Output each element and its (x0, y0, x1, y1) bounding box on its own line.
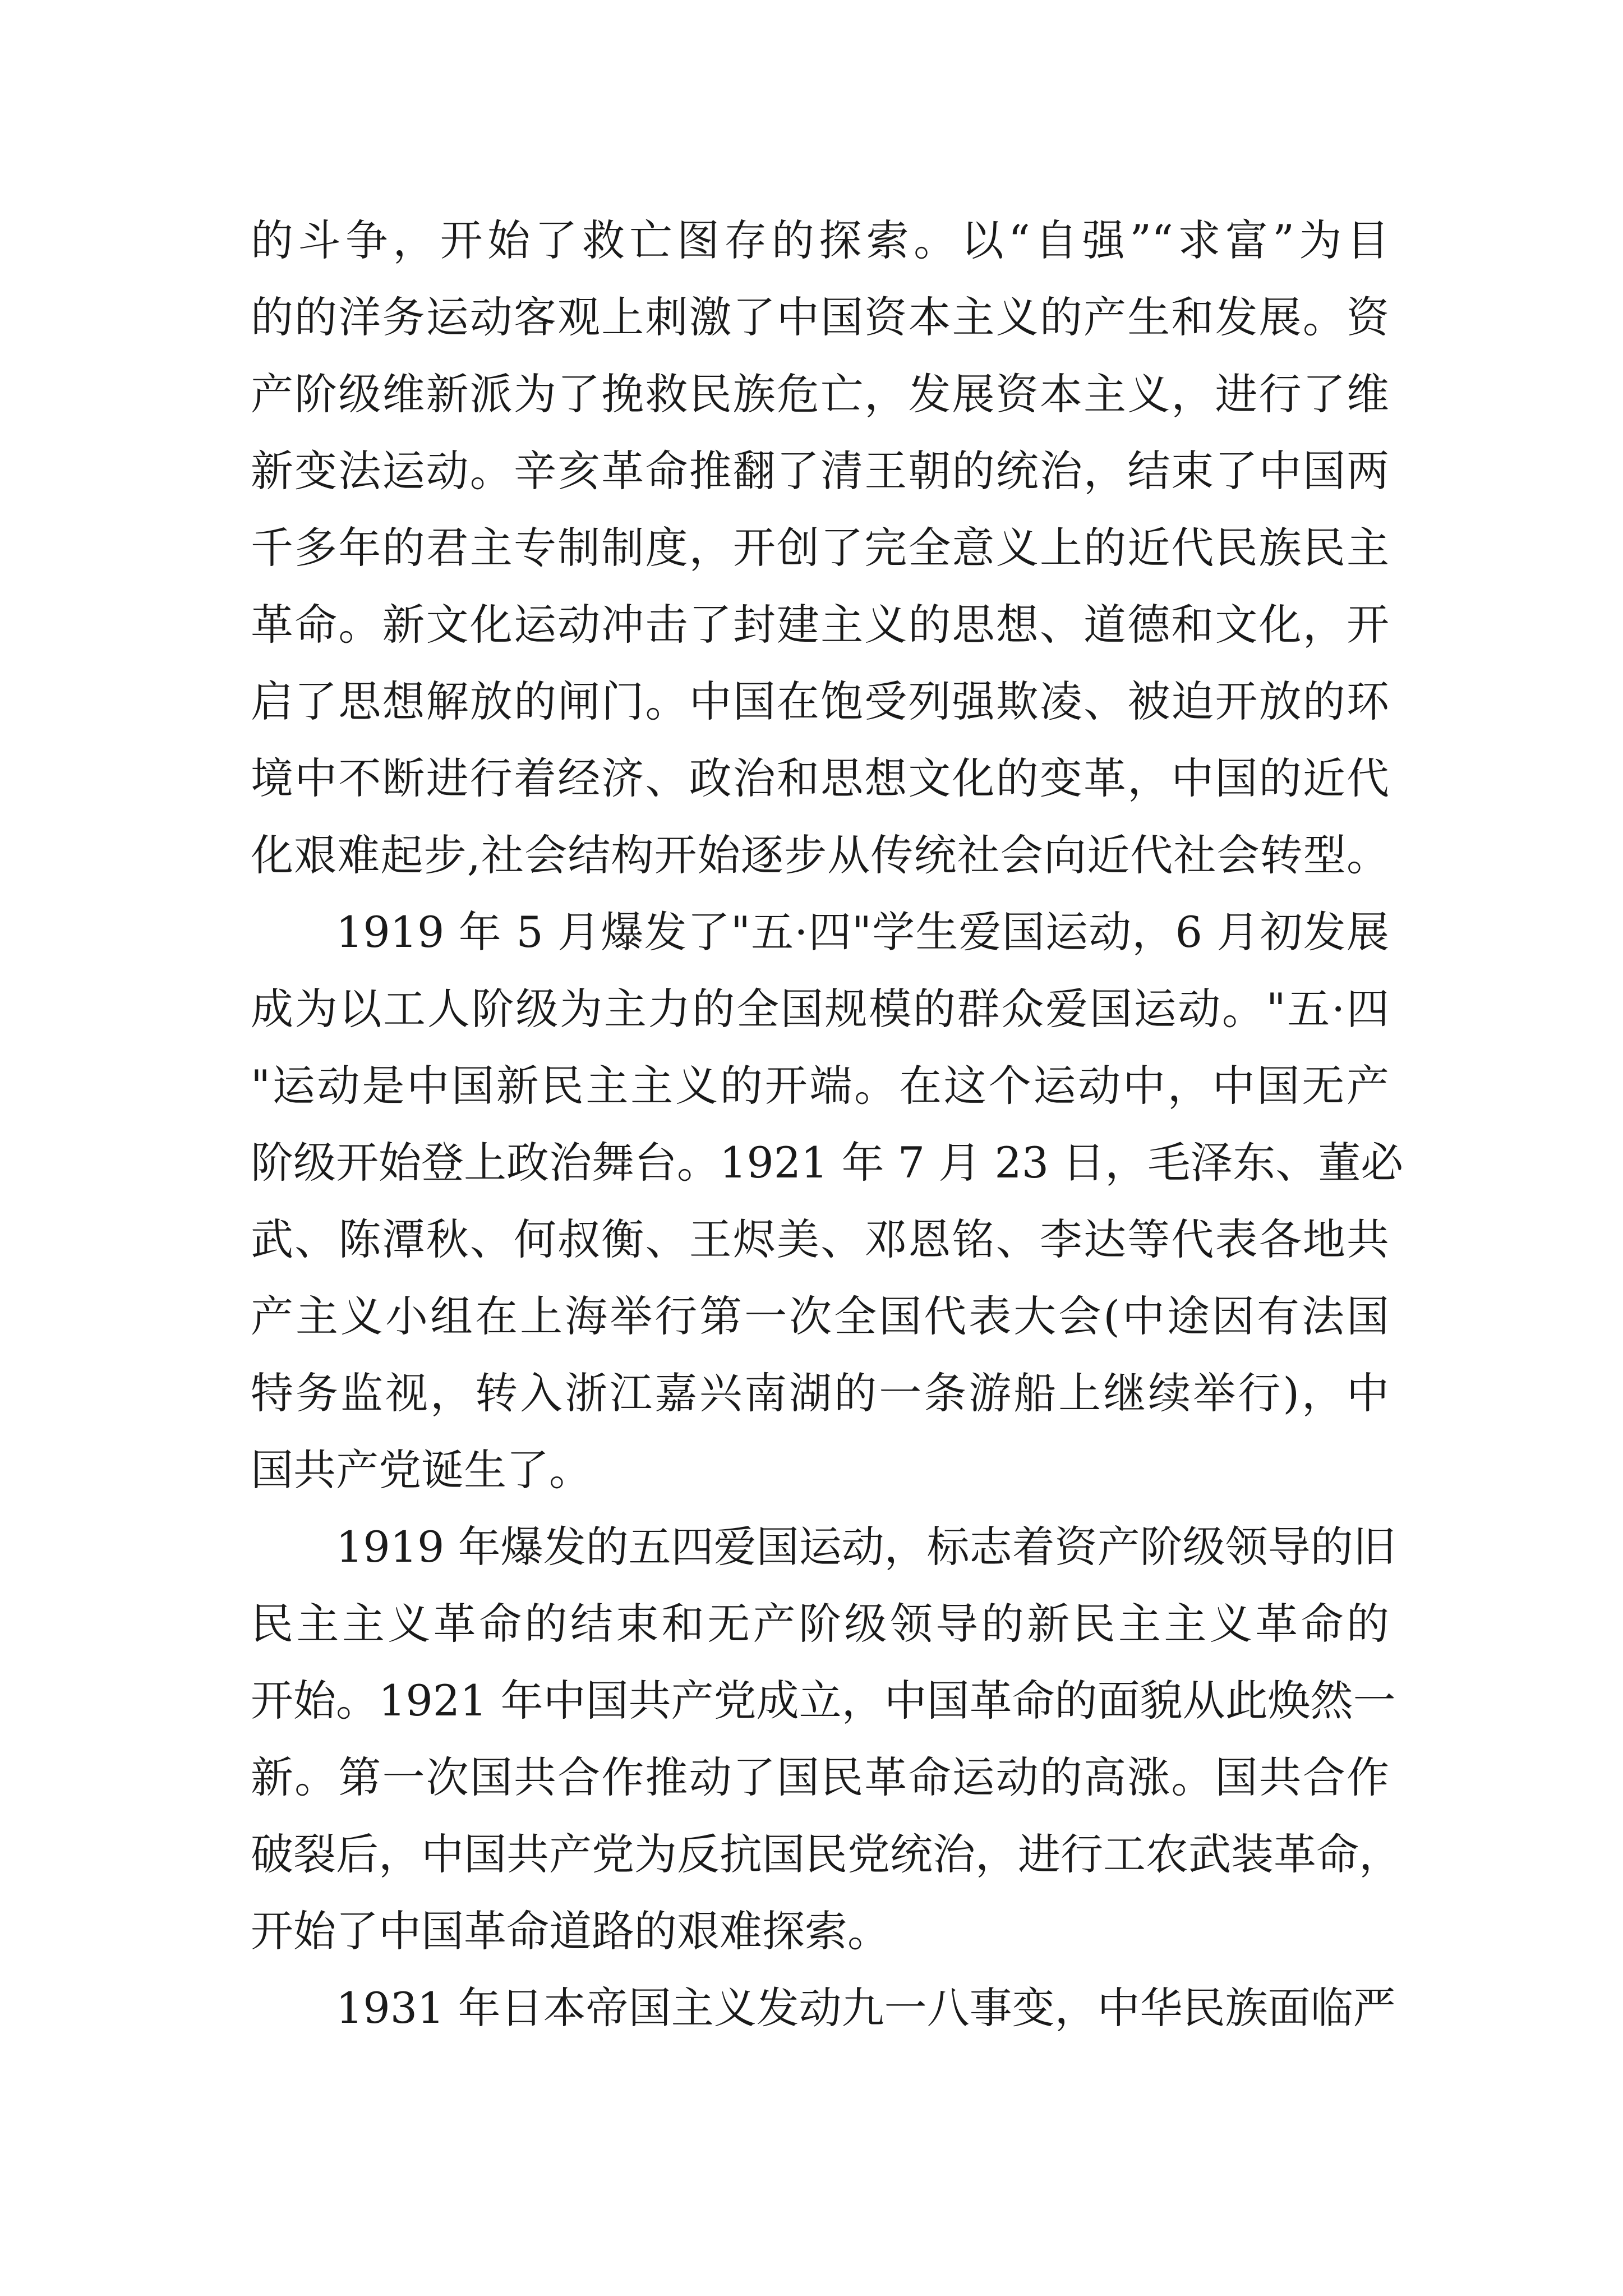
paragraph-1-line-3: 产阶级维新派为了挽救民族危亡，发展资本主义，进行了维 (251, 369, 1389, 419)
paragraph-2-line-4: 阶级开始登上政治舞台。1921 年 7 月 23 日，毛泽东、董必 (251, 1138, 1404, 1188)
paragraph-2-line-7: 特务监视，转入浙江嘉兴南湖的一条游船上继续举行)，中 (251, 1368, 1389, 1418)
paragraph-4-line-1: 1931 年日本帝国主义发动九一八事变，中华民族面临严 (336, 1983, 1396, 2033)
paragraph-1-line-9: 化艰难起步,社会结构开始逐步从传统社会向近代社会转型。 (251, 830, 1389, 880)
paragraph-2-line-8: 国共产党诞生了。 (251, 1445, 592, 1495)
paragraph-1-line-2: 的的洋务运动客观上刺激了中国资本主义的产生和发展。资 (251, 292, 1389, 342)
paragraph-3-line-4: 新。第一次国共合作推动了国民革命运动的高涨。国共合作 (251, 1752, 1389, 1802)
paragraph-3-line-2: 民主主义革命的结束和无产阶级领导的新民主主义革命的 (251, 1599, 1389, 1649)
paragraph-3-line-6: 开始了中国革命道路的艰难探索。 (251, 1906, 890, 1956)
document-body (251, 202, 1404, 2046)
paragraph-2-line-3: "运动是中国新民主主义的开端。在这个运动中，中国无产 (251, 1061, 1389, 1111)
paragraph-2-line-5: 武、陈潭秋、何叔衡、王烬美、邓恩铭、李达等代表各地共 (251, 1214, 1389, 1264)
paragraph-3-line-5: 破裂后，中国共产党为反抗国民党统治，进行工农武装革命， (251, 1829, 1401, 1879)
paragraph-2-line-1: 1919 年 5 月爆发了"五·四"学生爱国运动，6 月初发展 (336, 907, 1389, 957)
paragraph-3-line-1: 1919 年爆发的五四爱国运动，标志着资产阶级领导的旧 (336, 1522, 1396, 1572)
paragraph-2-line-6: 产主义小组在上海举行第一次全国代表大会(中途因有法国 (251, 1291, 1389, 1341)
paragraph-1-line-8: 境中不断进行着经济、政治和思想文化的变革，中国的近代 (251, 753, 1389, 803)
paragraph-1-line-6: 革命。新文化运动冲击了封建主义的思想、道德和文化，开 (251, 600, 1389, 650)
paragraph-1-line-4: 新变法运动。辛亥革命推翻了清王朝的统治，结束了中国两 (251, 446, 1389, 496)
paragraph-3-line-3: 开始。1921 年中国共产党成立，中国革命的面貌从此焕然一 (251, 1676, 1396, 1726)
paragraph-1-line-7: 启了思想解放的闸门。中国在饱受列强欺凌、被迫开放的环 (251, 677, 1389, 726)
paragraph-1-line-1: 的斗争，开始了救亡图存的探索。以“自强”“求富”为目 (251, 215, 1389, 265)
paragraph-2-line-2: 成为以工人阶级为主力的全国规模的群众爱国运动。"五·四 (251, 984, 1389, 1034)
paragraph-1-line-5: 千多年的君主专制制度，开创了完全意义上的近代民族民主 (251, 523, 1389, 573)
